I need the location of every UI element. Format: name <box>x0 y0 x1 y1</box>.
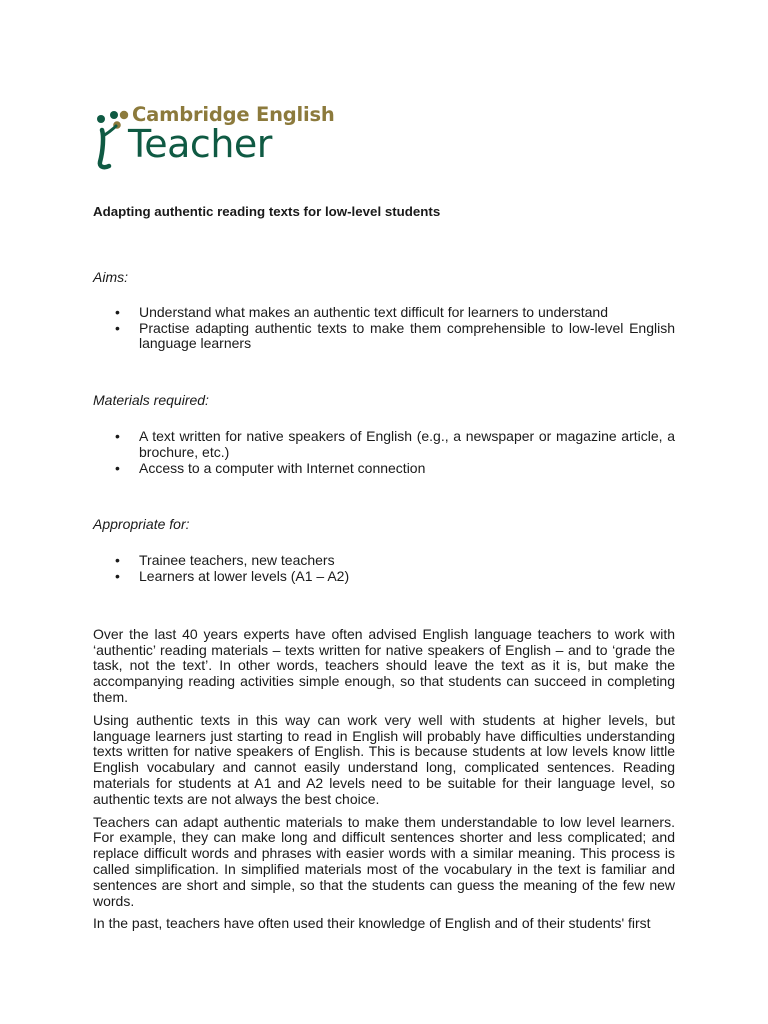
aims-list <box>93 305 675 352</box>
materials-list <box>93 429 675 476</box>
materials-label: Materials required: <box>93 392 209 409</box>
logo-product-text: Teacher <box>128 122 272 166</box>
body-paragraph: Using authentic texts in this way can work very well with students at higher levels, but language learners just starting to read in English will probably have difficulties understanding texts written for native speakers of English. This is because students at low levels know little English vocabulary and cannot easily understand long, complicated sentences. Reading materials for students at A1 and A2 levels need to be suitable for their language level, so authentic texts are not always the best choice. <box>93 711 675 807</box>
document-title: Adapting authentic reading texts for low-level students <box>93 204 441 219</box>
body-paragraph: In the past, teachers have often used their knowledge of English and of their students' first <box>93 915 651 932</box>
list-item: • Learners at lower levels (A1 – A2) <box>93 569 675 585</box>
list-item: • Practise adapting authentic texts to make them comprehensible to low-level English language learners <box>93 321 675 353</box>
list-item: • Access to a computer with Internet connection <box>93 461 675 477</box>
tree-icon <box>94 106 130 172</box>
aims-label: Aims: <box>93 269 128 285</box>
logo-brand-text: Cambridge English <box>132 103 335 126</box>
list-item: • Trainee teachers, new teachers <box>93 553 675 569</box>
cambridge-english-teacher-logo <box>94 103 334 173</box>
body-paragraph: Over the last 40 years experts have often advised English language teachers to work with ‘authentic’ reading materials – texts written for native speakers of English – and to ‘grade the task, not the text’. In other words, teachers should leave the text as it is, but make the accompanying reading activities simple enough, so that students can succeed in completing them. <box>93 625 675 705</box>
body-paragraph: Teachers can adapt authentic materials to make them understandable to low level learners. For example, they can make long and difficult sentences shorter and less complicated; and replace difficult words and phrases with easier words with a similar meaning. This process is called simplification. In simplified materials most of the vocabulary in the text is familiar and sentences are short and simple, so that the students can guess the meaning of the few new words. <box>93 813 675 909</box>
appropriate-label: Appropriate for: <box>93 516 190 533</box>
appropriate-list <box>93 553 675 585</box>
document-body <box>93 204 675 932</box>
list-item: • A text written for native speakers of English (e.g., a newspaper or magazine article, a brochure, etc.) <box>93 429 675 461</box>
list-item: • Understand what makes an authentic text difficult for learners to understand <box>93 305 675 321</box>
